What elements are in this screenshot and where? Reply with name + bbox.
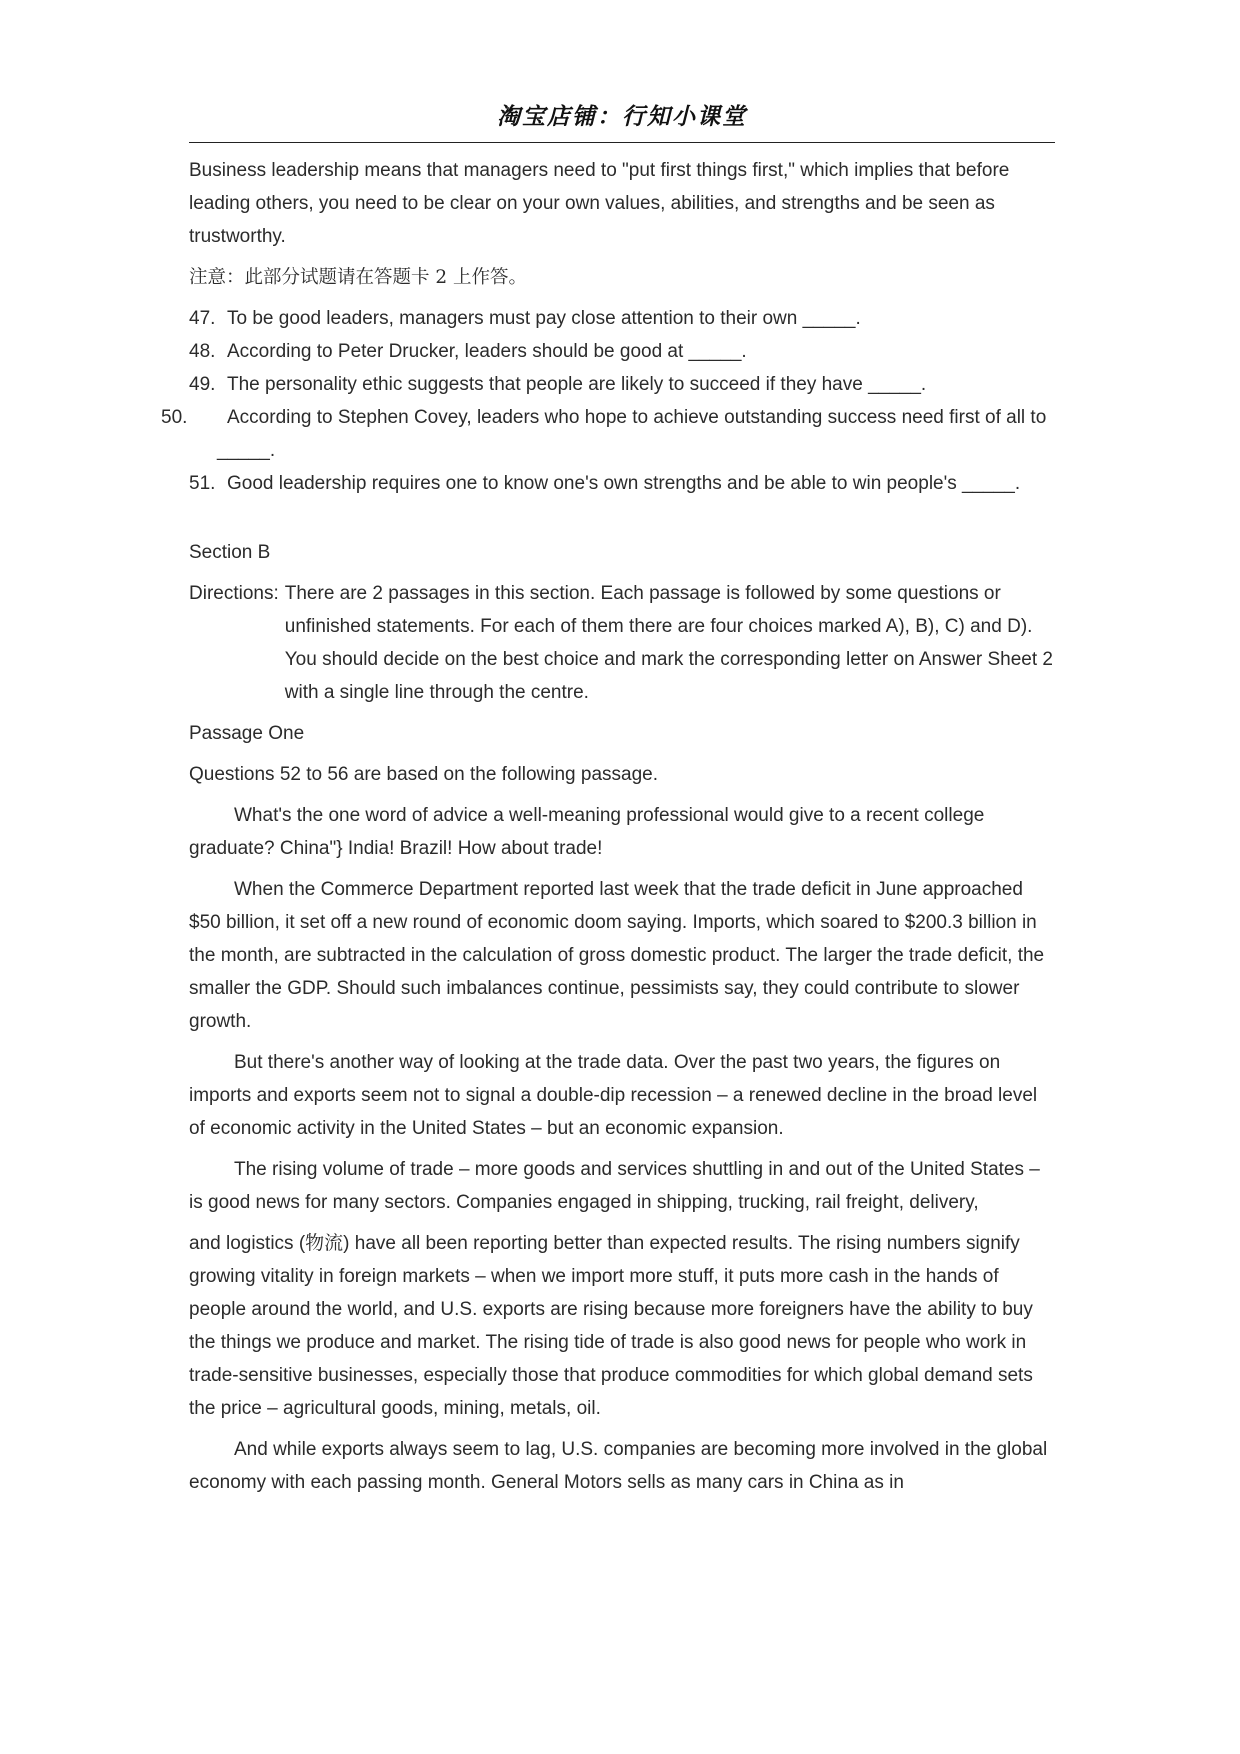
intro-summary: Business leadership means that managers need to "put first things first," which implies that before leading others, you need to be clear on your own values, abilities, and strengths and be seen as trustworthy.	[189, 160, 1010, 247]
question-text: According to Stephen Covey, leaders who hope to achieve outstanding success need first of all to _____.	[217, 407, 1047, 461]
passage-paragraph: and logistics (物流) have all been reporting better than expected results. The rising numbers signify growing vitality in foreign markets – when we import more stuff, it puts more cash in the hands of people around the world, and U.S. exports are rising because more foreigners have the ability to buy the things we produce and market. The rising tide of trade is also good news for people who work in trade-sensitive businesses, especially those that produce commodities for which global demand sets the price – agricultural goods, mining, metals, oil.	[189, 1233, 1033, 1419]
question-48	[189, 335, 1055, 368]
section-directions	[189, 577, 1055, 709]
question-text: Good leadership requires one to know one's own strengths and be able to win people's _____.	[227, 473, 1021, 494]
passage-paragraph: But there's another way of looking at the trade data. Over the past two years, the figures on imports and exports seem not to signal a double-dip recession – a renewed decline in the broad level of economic activity in the United States – but an economic expansion.	[189, 1052, 1038, 1139]
passage-paragraph: And while exports always seem to lag, U.S. companies are becoming more involved in the global economy with each passing month. General Motors sells as many cars in China as in	[189, 1439, 1048, 1493]
question-number: 51.	[189, 473, 216, 494]
answer-sheet-note: 注意：此部分试题请在答题卡 2 上作答。	[189, 267, 528, 288]
header-divider	[189, 142, 1055, 143]
question-number: 48.	[189, 341, 216, 362]
passage-paragraph: What's the one word of advice a well-meaning professional would give to a recent college graduate? China"} India! Brazil! How about trade!	[189, 805, 985, 859]
passage-paragraph: When the Commerce Department reported last week that the trade deficit in June approached $50 billion, it set off a new round of economic doom saying. Imports, which soared to $200.3 billion in the month, are subtracted in the calculation of gross domestic product. The larger the trade deficit, the smaller the GDP. Should such imbalances continue, pessimists say, they could contribute to slower growth.	[189, 879, 1045, 1032]
question-text: To be good leaders, managers must pay close attention to their own _____.	[227, 308, 861, 329]
document-body	[161, 154, 1055, 1499]
question-49	[189, 368, 1055, 401]
passage-title: Passage One	[189, 723, 305, 744]
question-number: 49.	[189, 374, 216, 395]
section-b-title: Section B	[189, 542, 271, 563]
question-47	[189, 302, 1055, 335]
directions-text: There are 2 passages in this section. Each passage is followed by some questions or unfinished statements. For each of them there are four choices marked A), B), C) and D). You should decide on the best choice and mark the corresponding letter on Answer Sheet 2 with a single line through the centre.	[284, 583, 1053, 703]
directions-label: Directions:	[189, 583, 279, 604]
question-number: 47.	[189, 308, 216, 329]
section-spacer	[189, 500, 1055, 536]
question-51	[189, 467, 1055, 500]
passage-intro: Questions 52 to 56 are based on the following passage.	[189, 764, 658, 785]
question-50	[161, 401, 1055, 467]
header-title: 淘宝店铺：行知小课堂	[497, 104, 747, 130]
question-text: The personality ethic suggests that people are likely to succeed if they have _____.	[227, 374, 927, 395]
question-number: 50.	[161, 407, 188, 428]
passage-paragraph: The rising volume of trade – more goods and services shuttling in and out of the United States – is good news for many sectors. Companies engaged in shipping, trucking, rail freight, delivery,	[189, 1159, 1040, 1213]
question-text: According to Peter Drucker, leaders should be good at _____.	[227, 341, 747, 362]
